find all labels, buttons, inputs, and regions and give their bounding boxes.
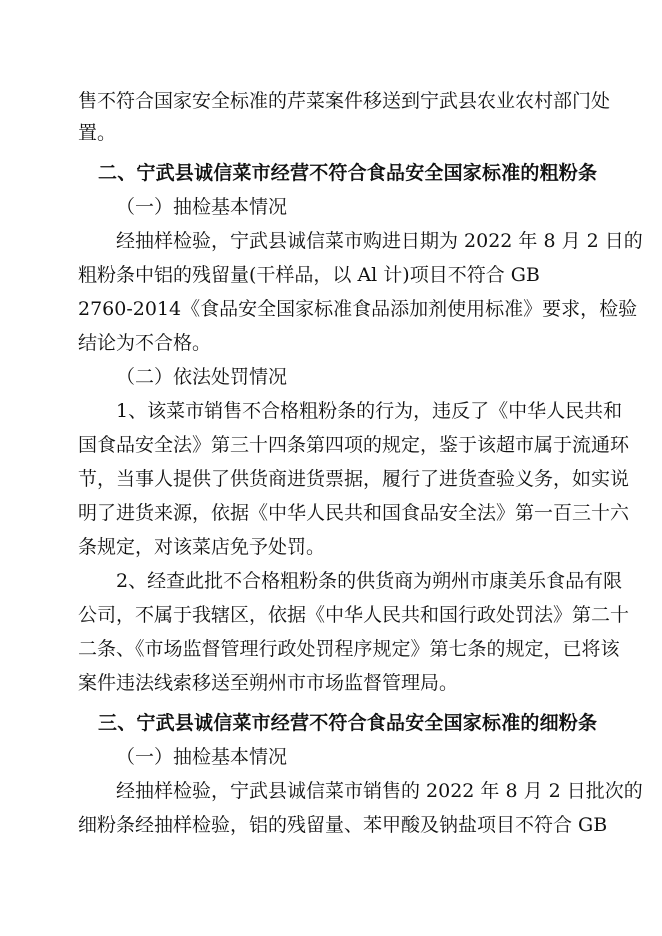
body-line: 结论为不合格。 (78, 332, 212, 354)
body-line: 案件违法线索移送至朔州市市场监督管理局。 (78, 672, 459, 694)
body-line: 经抽样检验，宁武县诚信菜市销售的 2022 年 8 月 2 日批次的 (116, 780, 643, 802)
body-line: 二条、《市场监督管理行政处罚程序规定》第七条的规定，已将该 (78, 638, 620, 660)
body-line: 节，当事人提供了供货商进货票据，履行了进货查验义务，如实说 (78, 468, 630, 490)
body-line: 条规定，对该菜店免予处罚。 (78, 536, 326, 558)
body-line: 1、该菜市销售不合格粗粉条的行为，违反了《中华人民共和 (116, 400, 623, 422)
subheading-inspection-basics: （一）抽检基本情况 (116, 196, 288, 218)
section-heading-two: 二、宁武县诚信菜市经营不符合食品安全国家标准的粗粉条 (98, 162, 598, 184)
body-line: 置。 (78, 122, 117, 144)
body-line: 粗粉条中铝的残留量(干样品，以 Al 计)项目不符合 GB (78, 264, 540, 286)
body-line: 售不符合国家安全标准的芹菜案件移送到宁武县农业农村部门处 (78, 90, 611, 112)
body-line: 公司，不属于我辖区，依据《中华人民共和国行政处罚法》第二十 (78, 604, 630, 626)
body-line: 2760-2014《食品安全国家标准食品添加剂使用标准》要求，检验 (78, 298, 638, 320)
body-line: 2、经查此批不合格粗粉条的供货商为朔州市康美乐食品有限 (116, 570, 623, 592)
body-line: 明了进货来源，依据《中华人民共和国食品安全法》第一百三十六 (78, 502, 630, 524)
subheading-inspection-basics: （一）抽检基本情况 (116, 746, 288, 768)
section-heading-three: 三、宁武县诚信菜市经营不符合食品安全国家标准的细粉条 (98, 712, 598, 734)
subheading-penalty: （二）依法处罚情况 (116, 366, 288, 388)
body-line: 细粉条经抽样检验，铝的残留量、苯甲酸及钠盐项目不符合 GB (78, 814, 608, 836)
body-line: 经抽样检验，宁武县诚信菜市购进日期为 2022 年 8 月 2 日的 (116, 230, 643, 252)
body-line: 国食品安全法》第三十四条第四项的规定，鉴于该超市属于流通环 (78, 434, 630, 456)
